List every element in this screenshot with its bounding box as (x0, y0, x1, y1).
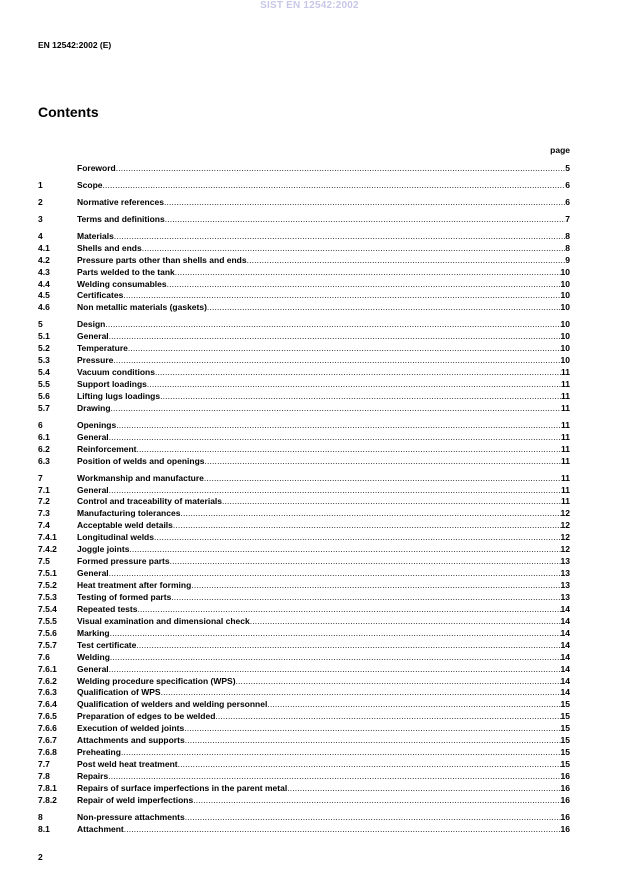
toc-entry-number: 6 (38, 419, 43, 430)
toc-entry-number: 5.4 (38, 367, 50, 378)
toc-entry-page: 13 (560, 591, 570, 602)
toc-entry-number: 3 (38, 213, 43, 224)
toc-entry-number: 7.6.8 (38, 747, 57, 758)
toc-entry[interactable] (38, 456, 570, 468)
toc-entry-title[interactable]: Repeated tests (77, 603, 138, 614)
dot-leader (103, 180, 566, 192)
dot-leader (236, 676, 561, 688)
page-number: 2 (38, 852, 43, 862)
toc-entry-page: 16 (560, 823, 570, 834)
dot-leader (171, 592, 560, 604)
toc-entry-title[interactable]: Drawing (77, 402, 111, 413)
toc-entry[interactable] (38, 508, 570, 520)
toc-entry-title[interactable]: Vacuum conditions (77, 367, 155, 378)
toc-entry-page: 12 (560, 544, 570, 555)
toc-entry-number: 7.4.1 (38, 532, 57, 543)
toc-entry-page: 9 (565, 254, 570, 265)
toc-entry-page: 12 (560, 532, 570, 543)
toc-entry-number: 8.1 (38, 823, 50, 834)
toc-entry-title[interactable]: Repairs of surface imperfections in the parent metal (77, 782, 288, 793)
toc-entry[interactable] (38, 302, 570, 314)
toc-entry-number: 7.1 (38, 484, 50, 495)
toc-entry-number: 5.7 (38, 402, 50, 413)
toc-entry-title[interactable]: Preparation of edges to be welded (77, 711, 216, 722)
dot-leader (114, 231, 565, 243)
toc-entry-page: 10 (560, 302, 570, 313)
toc-entry[interactable] (38, 231, 570, 243)
toc-entry-page: 7 (565, 213, 570, 224)
toc-entry-title[interactable]: Visual examination and dimensional check (77, 615, 250, 626)
toc-entry-page: 11 (561, 455, 570, 466)
toc-entry-title[interactable]: Scope (77, 179, 103, 190)
toc-entry-title[interactable]: Parts welded to the tank (77, 266, 175, 277)
toc-entry-title[interactable]: Marking (77, 627, 110, 638)
dot-leader (105, 319, 560, 331)
toc-entry-number: 7.8 (38, 771, 50, 781)
toc-entry-page: 15 (560, 723, 570, 734)
toc-entry[interactable] (38, 628, 570, 640)
toc-entry-title[interactable]: Post weld heat treatment (77, 759, 178, 770)
dot-leader (204, 473, 561, 485)
toc-entry-page: 15 (560, 747, 570, 758)
toc-entry-number: 1 (38, 179, 43, 190)
dot-leader (184, 723, 560, 735)
toc-entry[interactable] (38, 331, 570, 343)
toc-entry-number: 2 (38, 196, 43, 207)
toc-entry-number: 4.4 (38, 278, 50, 289)
dot-leader (164, 197, 565, 209)
toc-entry-page: 10 (560, 343, 570, 354)
dot-leader (113, 355, 560, 367)
toc-entry[interactable] (38, 676, 570, 688)
toc-entry-number: 7.8.2 (38, 794, 57, 805)
toc-entry-title[interactable]: Testing of formed parts (77, 591, 172, 602)
toc-entry[interactable] (38, 759, 570, 771)
toc-entry-number: 6.1 (38, 431, 50, 442)
toc-entry-page: 10 (560, 355, 570, 366)
dot-leader (137, 604, 560, 616)
toc-entry-number: 8 (38, 811, 43, 822)
toc-entry[interactable] (38, 432, 570, 444)
toc-entry-page: 12 (560, 520, 570, 531)
toc-entry[interactable] (38, 532, 570, 544)
dot-leader (178, 759, 561, 771)
toc-entry-page: 11 (561, 472, 570, 483)
dot-leader (108, 771, 560, 783)
toc-entry-page: 6 (565, 196, 570, 207)
watermark: SIST EN 12542:2002 (260, 0, 359, 11)
toc-entry-number: 7.6.1 (38, 663, 57, 674)
toc-entry-number: 7.8.1 (38, 782, 57, 793)
toc-entry-title[interactable]: Shells and ends (77, 242, 142, 253)
dot-leader (185, 735, 561, 747)
toc-entry-page: 10 (560, 331, 570, 342)
toc-entry-page: 16 (560, 794, 570, 805)
dot-leader (207, 302, 561, 314)
toc-entry-title[interactable]: Non metallic materials (gaskets) (77, 302, 207, 313)
toc-entry-page: 14 (560, 663, 570, 674)
table-of-contents (38, 163, 570, 836)
toc-entry-page: 14 (560, 675, 570, 686)
dot-leader (287, 783, 560, 795)
toc-entry-title[interactable]: General (77, 568, 109, 579)
toc-entry-number: 5 (38, 319, 43, 330)
toc-entry[interactable] (38, 403, 570, 415)
toc-entry[interactable] (38, 290, 570, 302)
toc-entry[interactable] (38, 568, 570, 580)
toc-entry[interactable] (38, 824, 570, 836)
toc-entry-page: 14 (560, 615, 570, 626)
toc-entry[interactable] (38, 367, 570, 379)
toc-entry[interactable] (38, 391, 570, 403)
toc-entry-page: 13 (560, 568, 570, 579)
toc-entry-page: 11 (561, 379, 570, 389)
toc-entry-page: 14 (560, 687, 570, 698)
toc-entry-page: 10 (560, 266, 570, 277)
toc-entry-number: 5.3 (38, 355, 50, 366)
toc-entry-title[interactable]: Openings (77, 419, 117, 430)
dot-leader (109, 331, 561, 343)
dot-leader (160, 391, 561, 403)
toc-entry-number: 6.3 (38, 455, 50, 466)
toc-entry-number: 5.2 (38, 343, 50, 354)
toc-entry[interactable] (38, 444, 570, 456)
toc-entry-page: 11 (561, 443, 570, 454)
dot-leader (123, 290, 560, 302)
dot-leader (155, 367, 561, 379)
toc-entry-title[interactable]: Qualification of WPS (77, 687, 161, 698)
toc-entry-title[interactable]: Materials (77, 230, 114, 241)
toc-entry-number: 7.5.3 (38, 591, 57, 602)
toc-entry[interactable] (38, 604, 570, 616)
toc-entry-page: 11 (561, 431, 570, 442)
toc-entry-number: 7.6.2 (38, 675, 57, 686)
toc-entry[interactable] (38, 664, 570, 676)
toc-entry-title[interactable]: Normative references (77, 196, 164, 207)
toc-entry-title[interactable]: Pressure parts other than shells and ends (77, 254, 247, 265)
dot-leader (121, 747, 561, 759)
toc-entry-number: 7.5.4 (38, 603, 57, 614)
toc-entry-title[interactable]: Execution of welded joints (77, 723, 185, 734)
toc-entry-number: 5.6 (38, 390, 50, 401)
toc-entry-title[interactable]: General (77, 663, 109, 674)
toc-entry-title[interactable]: Manufacturing tolerances (77, 508, 181, 519)
toc-entry-title[interactable]: Repairs (77, 771, 109, 781)
toc-entry-page: 14 (560, 603, 570, 614)
toc-entry-page: 11 (561, 367, 570, 378)
toc-entry[interactable] (38, 747, 570, 759)
dot-leader (165, 214, 566, 226)
toc-entry-page: 16 (560, 771, 570, 781)
toc-entry[interactable] (38, 243, 570, 255)
toc-entry-page: 11 (561, 419, 570, 430)
dot-leader (116, 420, 561, 432)
toc-entry-page: 15 (560, 699, 570, 710)
dot-leader (109, 664, 561, 676)
toc-entry[interactable] (38, 420, 570, 432)
toc-entry-page: 10 (560, 290, 570, 301)
page-column-label: page (550, 145, 570, 155)
toc-entry-page: 14 (560, 639, 570, 650)
dot-leader (154, 532, 561, 544)
dot-leader (128, 343, 561, 355)
toc-entry-number: 4.1 (38, 242, 50, 253)
toc-entry-number: 7.5.6 (38, 627, 57, 638)
toc-entry[interactable] (38, 319, 570, 331)
toc-entry-page: 6 (565, 179, 570, 190)
dot-leader (205, 456, 561, 468)
toc-entry-title[interactable]: Reinforcement (77, 443, 137, 454)
toc-entry-number: 7.6.3 (38, 687, 57, 698)
toc-entry[interactable] (38, 711, 570, 723)
dot-leader (247, 255, 566, 267)
toc-entry-title[interactable]: Acceptable weld details (77, 520, 173, 531)
toc-entry-title[interactable]: Joggle joints (77, 544, 130, 555)
dot-leader (109, 432, 561, 444)
toc-entry-page: 5 (565, 163, 570, 173)
toc-entry-title[interactable]: Design (77, 319, 106, 330)
toc-entry[interactable] (38, 652, 570, 664)
toc-entry-page: 11 (561, 390, 570, 401)
toc-entry[interactable] (38, 580, 570, 592)
toc-entry-number: 7.3 (38, 508, 50, 519)
toc-entry[interactable] (38, 520, 570, 532)
toc-entry-title[interactable]: Attachments and supports (77, 735, 185, 746)
toc-entry-number: 4 (38, 230, 43, 241)
toc-entry-number: 4.3 (38, 266, 50, 277)
toc-entry[interactable] (38, 699, 570, 711)
toc-entry-page: 11 (561, 484, 570, 495)
toc-entry-title[interactable]: Welding consumables (77, 278, 167, 289)
toc-entry[interactable] (38, 197, 570, 209)
toc-entry-number: 7 (38, 472, 43, 483)
toc-entry-number: 7.4 (38, 520, 50, 531)
toc-entry-number: 6.2 (38, 443, 50, 454)
toc-entry-page: 15 (560, 711, 570, 722)
dot-leader (136, 640, 560, 652)
toc-entry-number: 7.6.5 (38, 711, 57, 722)
toc-entry[interactable] (38, 180, 570, 192)
document-id: EN 12542:2002 (E) (38, 40, 112, 50)
dot-leader (124, 824, 561, 836)
dot-leader (175, 267, 561, 279)
dot-leader (167, 279, 561, 291)
toc-entry-title[interactable]: Repair of weld imperfections (77, 794, 194, 805)
toc-entry-title[interactable]: General (77, 484, 109, 495)
dot-leader (147, 379, 561, 391)
toc-entry-number: 4.5 (38, 290, 50, 301)
toc-entry-title[interactable]: Formed pressure parts (77, 556, 170, 567)
dot-leader (137, 444, 561, 456)
dot-leader (222, 496, 561, 508)
toc-entry-title[interactable]: Heat treatment after forming (77, 580, 192, 590)
toc-entry[interactable] (38, 783, 570, 795)
toc-entry[interactable] (38, 735, 570, 747)
toc-entry[interactable] (38, 687, 570, 699)
toc-entry[interactable] (38, 473, 570, 485)
dot-leader (110, 628, 561, 640)
toc-entry-title[interactable]: Preheating (77, 747, 121, 758)
toc-entry-title[interactable]: Attachment (77, 823, 124, 834)
toc-entry-title[interactable]: Welding procedure specification (WPS) (77, 675, 236, 686)
toc-entry-title[interactable]: General (77, 431, 109, 442)
toc-entry[interactable] (38, 485, 570, 497)
toc-entry-page: 15 (560, 759, 570, 770)
toc-entry[interactable] (38, 592, 570, 604)
toc-entry[interactable] (38, 795, 570, 807)
toc-entry-page: 12 (560, 508, 570, 519)
toc-entry-title[interactable]: Control and traceability of materials (77, 496, 223, 507)
toc-entry-title[interactable]: Lifting lugs loadings (77, 390, 161, 401)
toc-entry[interactable] (38, 496, 570, 508)
toc-entry-title[interactable]: Qualification of welders and welding personnel (77, 699, 268, 710)
toc-entry-page: 13 (560, 556, 570, 567)
toc-entry[interactable] (38, 771, 570, 783)
toc-entry-page: 10 (560, 278, 570, 289)
toc-entry-number: 7.5.2 (38, 580, 57, 590)
toc-entry[interactable] (38, 267, 570, 279)
toc-entry[interactable] (38, 279, 570, 291)
toc-entry-number: 7.7 (38, 759, 50, 770)
toc-entry-number: 7.6.4 (38, 699, 57, 710)
toc-entry-number: 4.6 (38, 302, 50, 313)
dot-leader (142, 243, 566, 255)
toc-entry-page: 11 (561, 496, 570, 507)
toc-entry-number: 5.5 (38, 379, 50, 389)
toc-entry[interactable] (38, 812, 570, 824)
toc-entry-page: 16 (560, 782, 570, 793)
toc-entry[interactable] (38, 379, 570, 391)
toc-entry[interactable] (38, 214, 570, 226)
toc-entry-number: 7.6.6 (38, 723, 57, 734)
toc-entry[interactable] (38, 544, 570, 556)
toc-entry-page: 8 (565, 242, 570, 253)
dot-leader (215, 711, 560, 723)
toc-entry[interactable] (38, 163, 570, 175)
dot-leader (185, 812, 561, 824)
toc-entry-page: 14 (560, 651, 570, 662)
toc-entry-page: 11 (561, 402, 570, 413)
dot-leader (193, 795, 560, 807)
toc-entry-title[interactable]: Foreword (77, 163, 116, 173)
dot-leader (267, 699, 560, 711)
toc-entry-number: 7.5 (38, 556, 50, 567)
toc-entry-page: 16 (560, 811, 570, 822)
toc-entry-number: 4.2 (38, 254, 50, 265)
toc-entry-title[interactable]: General (77, 331, 109, 342)
toc-entry-number: 5.1 (38, 331, 50, 342)
dot-leader (129, 544, 560, 556)
dot-leader (173, 520, 561, 532)
toc-entry-title[interactable]: Welding (77, 651, 110, 662)
toc-entry-page: 8 (565, 230, 570, 241)
toc-entry-page: 10 (560, 319, 570, 330)
toc-entry-page: 13 (560, 580, 570, 590)
dot-leader (111, 403, 561, 415)
toc-entry-title[interactable]: Longitudinal welds (77, 532, 154, 543)
dot-leader (161, 687, 561, 699)
dot-leader (191, 580, 560, 592)
toc-entry-number: 7.5.1 (38, 568, 57, 579)
toc-entry-title[interactable]: Position of welds and openings (77, 455, 205, 466)
toc-entry[interactable] (38, 355, 570, 367)
dot-leader (250, 616, 561, 628)
dot-leader (109, 568, 561, 580)
toc-entry[interactable] (38, 640, 570, 652)
toc-entry-number: 7.6.7 (38, 735, 57, 746)
dot-leader (110, 652, 561, 664)
dot-leader (180, 508, 560, 520)
toc-entry-page: 14 (560, 627, 570, 638)
toc-entry-title[interactable]: Terms and definitions (77, 213, 165, 224)
toc-entry-number: 7.5.5 (38, 615, 57, 626)
toc-entry[interactable] (38, 723, 570, 735)
dot-leader (116, 163, 566, 175)
toc-entry[interactable] (38, 556, 570, 568)
dot-leader (109, 485, 561, 497)
toc-entry-title[interactable]: Non-pressure attachments (77, 811, 185, 822)
toc-entry[interactable] (38, 343, 570, 355)
toc-entry-title[interactable]: Test certificate (77, 639, 137, 650)
toc-entry-page: 15 (560, 735, 570, 746)
toc-entry-title[interactable]: Certificates (77, 290, 124, 301)
toc-entry-number: 7.5.7 (38, 639, 57, 650)
page-title: Contents (38, 104, 99, 120)
toc-entry-title[interactable]: Support loadings (77, 379, 147, 389)
dot-leader (170, 556, 561, 568)
toc-entry-number: 7.4.2 (38, 544, 57, 555)
toc-entry[interactable] (38, 616, 570, 628)
toc-entry-number: 7.6 (38, 651, 50, 662)
toc-entry-title[interactable]: Pressure (77, 355, 114, 366)
toc-entry-title[interactable]: Workmanship and manufacture (77, 472, 204, 483)
toc-entry-title[interactable]: Temperature (77, 343, 128, 354)
toc-entry[interactable] (38, 255, 570, 267)
toc-entry-number: 7.2 (38, 496, 50, 507)
